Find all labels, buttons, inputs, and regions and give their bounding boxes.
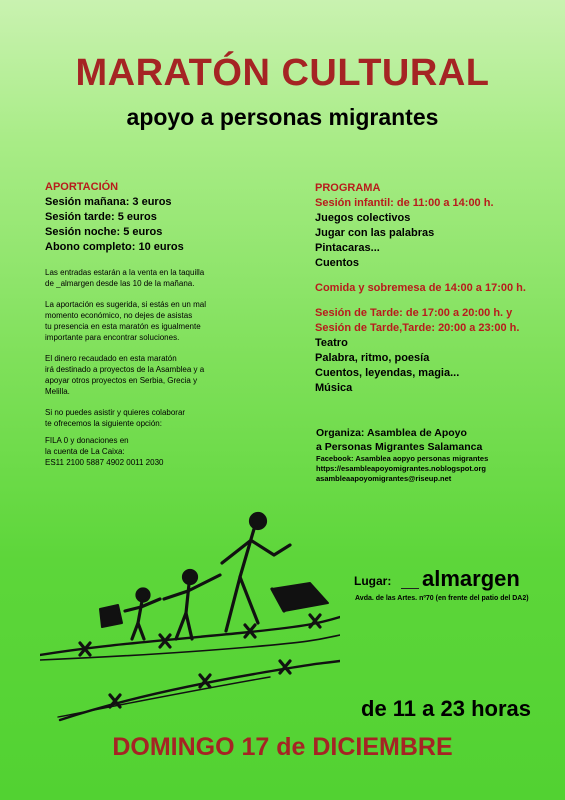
activity-item: Cuentos <box>315 257 359 269</box>
text-line: apoyar otros proyectos en Serbia, Grecia y <box>45 376 198 385</box>
activity-item: Pintacaras... <box>315 242 380 254</box>
organiza-section <box>316 426 561 484</box>
activity-item: Jugar con las palabras <box>315 227 435 239</box>
price-line: Abono completo: 10 euros <box>45 241 184 253</box>
funds-paragraph <box>45 353 275 397</box>
price-line: Sesión mañana: 3 euros <box>45 196 172 208</box>
tickets-paragraph <box>45 267 275 289</box>
text-line: de _almargen desde las 10 de la mañana. <box>45 279 195 288</box>
suggested-paragraph <box>45 299 275 343</box>
bank-paragraph <box>45 435 275 468</box>
text-line: momento económico, no dejes de asistas <box>45 311 193 320</box>
event-hours: de 11 a 23 horas <box>361 696 531 721</box>
text-line: te ofrecemos la siguiente opción: <box>45 419 162 428</box>
blog-url: https://esambleapoyomigrantes.noblogspot.org <box>316 464 487 473</box>
session-infantil: Sesión infantil: de 11:00 a 14:00 h. <box>315 197 494 209</box>
activity-item: Palabra, ritmo, poesía <box>315 352 430 364</box>
session-tarde-tarde: Sesión de Tarde,Tarde: 20:00 a 23:00 h. <box>315 322 520 334</box>
facebook-contact: Facebook: Asamblea aopyo personas migrantes <box>316 454 489 463</box>
bank-account: ES11 2100 5887 4902 0011 2030 <box>45 458 164 467</box>
email-contact: asambleaapoyomigrantes@riseup.net <box>316 474 452 483</box>
session-tarde: Sesión de Tarde: de 17:00 a 20:00 h. y <box>315 307 513 319</box>
text-line: irá destinado a proyectos de la Asamblea y a <box>45 365 205 374</box>
activity-item: Cuentos, leyendas, magia... <box>315 367 460 379</box>
programa-heading: PROGRAMA <box>315 182 381 194</box>
text-line: importante para encontrar soluciones. <box>45 333 180 342</box>
activity-item: Juegos colectivos <box>315 212 411 224</box>
venue-text: almargen <box>422 566 520 591</box>
session-comida: Comida y sobremesa de 14:00 a 17:00 h. <box>315 282 526 294</box>
venue-address: Avda. de las Artes. nº70 (en frente del patio del DA2) <box>355 595 529 602</box>
programa-section <box>315 181 560 396</box>
organiza-line: Organiza: Asamblea de Apoyo <box>316 427 467 439</box>
text-line: La aportación es sugerida, si estás en un mal <box>45 300 206 309</box>
text-line: la cuenta de La Caixa: <box>45 447 125 456</box>
text-line: Las entradas estarán a la venta en la taquilla <box>45 268 205 277</box>
collaborate-paragraph <box>45 407 275 429</box>
activity-item: Teatro <box>315 337 348 349</box>
aportacion-heading: APORTACIÓN <box>45 181 119 193</box>
poster-title: MARATÓN CULTURAL <box>75 52 490 94</box>
poster-subtitle: apoyo a personas migrantes <box>126 104 439 130</box>
activity-item: Música <box>315 382 353 394</box>
lugar-label: Lugar: <box>354 574 392 588</box>
organiza-line: a Personas Migrantes Salamanca <box>316 441 483 453</box>
text-line: El dinero recaudado en esta maratón <box>45 354 177 363</box>
event-date: DOMINGO 17 de DICIEMBRE <box>112 733 453 761</box>
text-line: tu presencia en esta maratón es igualmente <box>45 322 201 331</box>
venue-underline <box>401 588 419 589</box>
aportacion-section <box>45 180 275 468</box>
price-line: Sesión noche: 5 euros <box>45 226 163 238</box>
text-line: FILA 0 y donaciones en <box>45 436 129 445</box>
price-line: Sesión tarde: 5 euros <box>45 211 157 223</box>
migrants-barbed-wire-illustration <box>40 505 340 725</box>
text-line: Si no puedes asistir y quieres colaborar <box>45 408 186 417</box>
text-line: Melilla. <box>45 387 70 396</box>
